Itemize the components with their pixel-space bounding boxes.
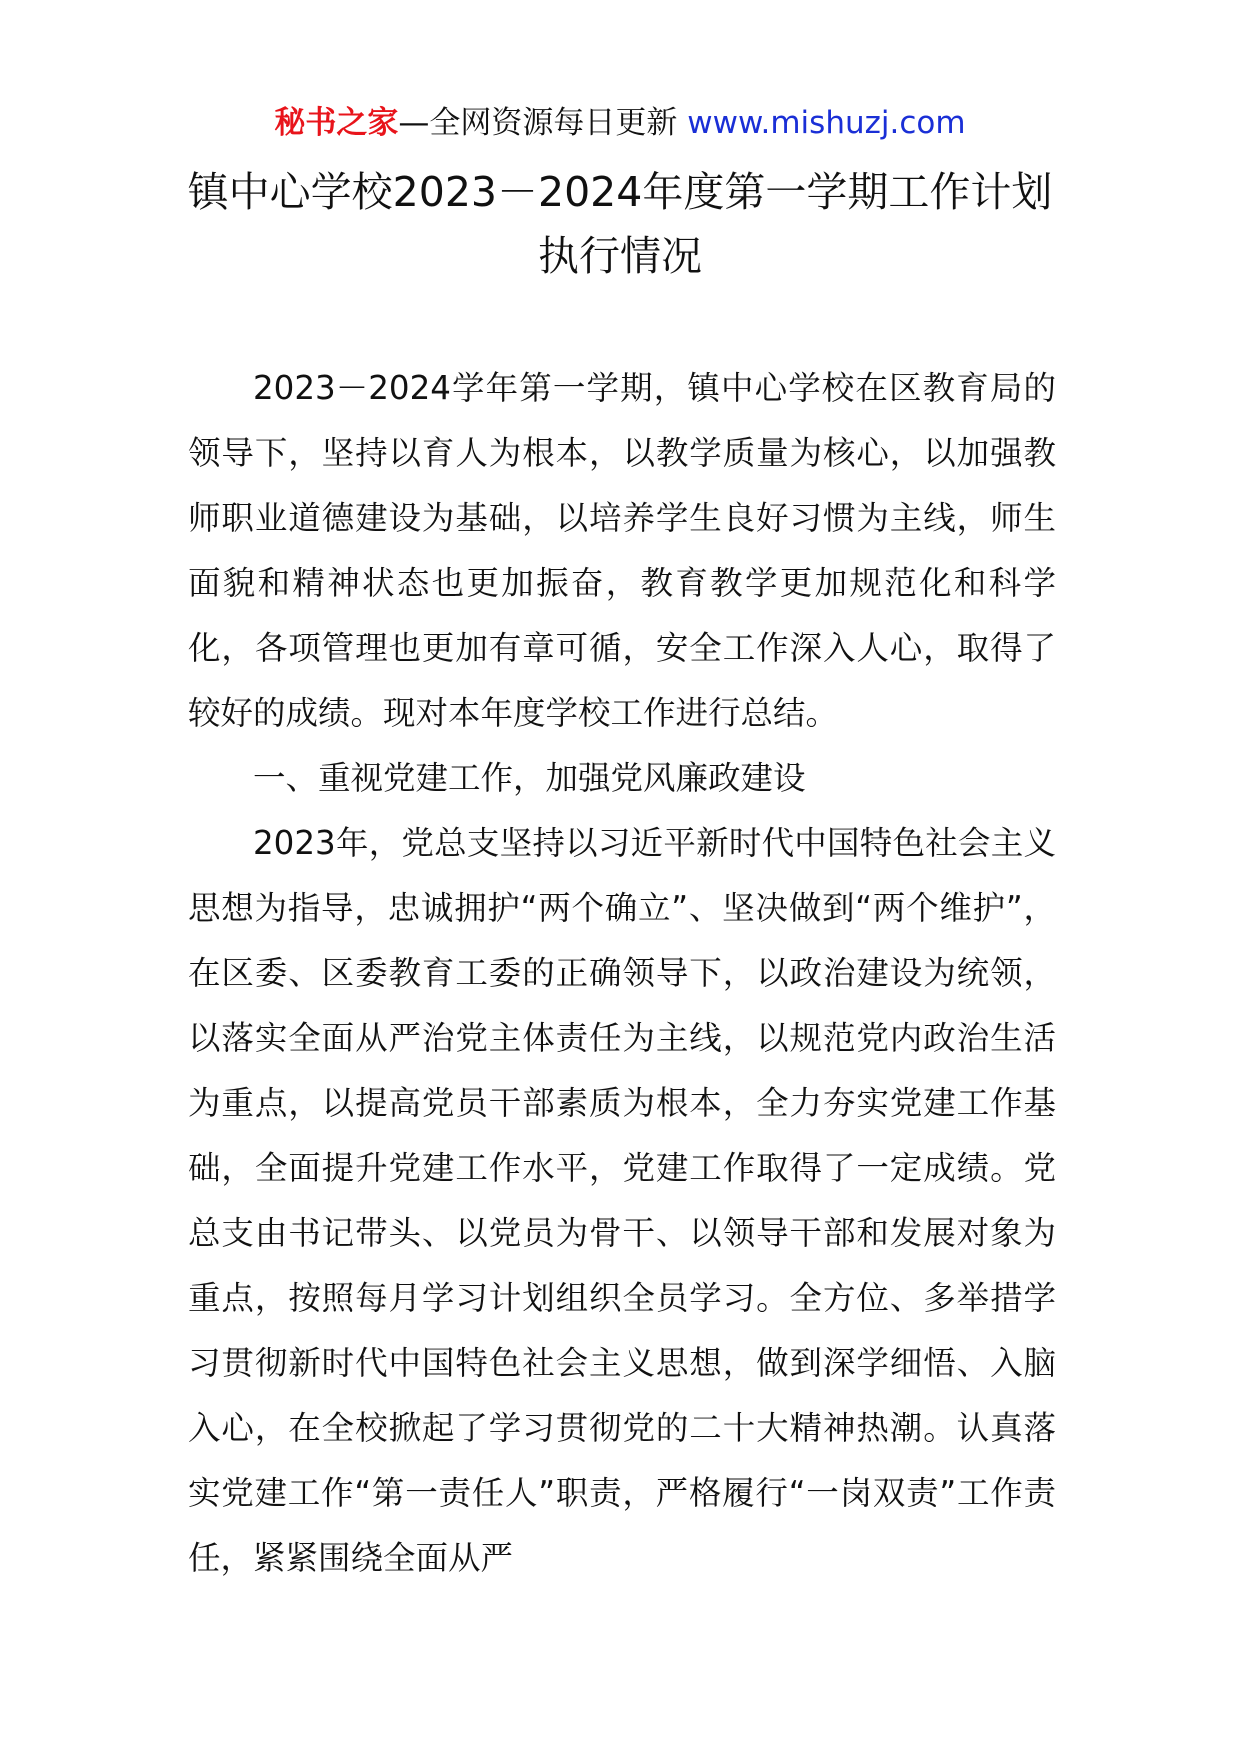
site-slogan: —全网资源每日更新 (398, 105, 688, 141)
site-brand: 秘书之家 (274, 105, 399, 141)
section-paragraph: 2023年，党总支坚持以习近平新时代中国特色社会主义思想为指导，忠诚拥护“两个确立”、坚决做到“两个维护”，在区委、区委教育工委的正确领导下，以政治建设为统领，以落实全面从严治党主体责任为主线，以规范党内政治生活为重点，以提高党员干部素质为根本，全力夯实党建工作基础，全面提升党建工作水平，党建工作取得了一定成绩。党总支由书记带头、以党员为骨干、以领导干部和发展对象为重点，按照每月学习计划组织全员学习。全方位、多举措学习贯彻新时代中国特色社会主义思想，做到深学细悟、入脑入心，在全校掀起了学习贯彻党的二十大精神热潮。认真落实党建工作“第一责任人”职责，严格履行“一岗双责”工作责任，紧紧围绕全面从严 (188, 824, 1056, 1577)
title-line-2: 执行情况 (538, 232, 702, 280)
document-body (188, 356, 1056, 1591)
intro-paragraph: 2023－2024学年第一学期，镇中心学校在区教育局的领导下，坚持以育人为根本，以教学质量为核心，以加强教师职业道德建设为基础，以培养学生良好习惯为主线，师生面貌和精神状态也更加振奋，教育教学更加规范化和科学化，各项管理也更加有章可循，安全工作深入人心，取得了较好的成绩。现对本年度学校工作进行总结。 (188, 369, 1056, 732)
section-heading: 一、重视党建工作，加强党风廉政建设 (253, 759, 806, 797)
site-header (0, 100, 1240, 146)
site-url-link[interactable]: www.mishuzj.com (687, 105, 966, 141)
document-title (150, 160, 1090, 288)
title-line-1: 镇中心学校2023－2024年度第一学期工作计划 (187, 168, 1053, 216)
